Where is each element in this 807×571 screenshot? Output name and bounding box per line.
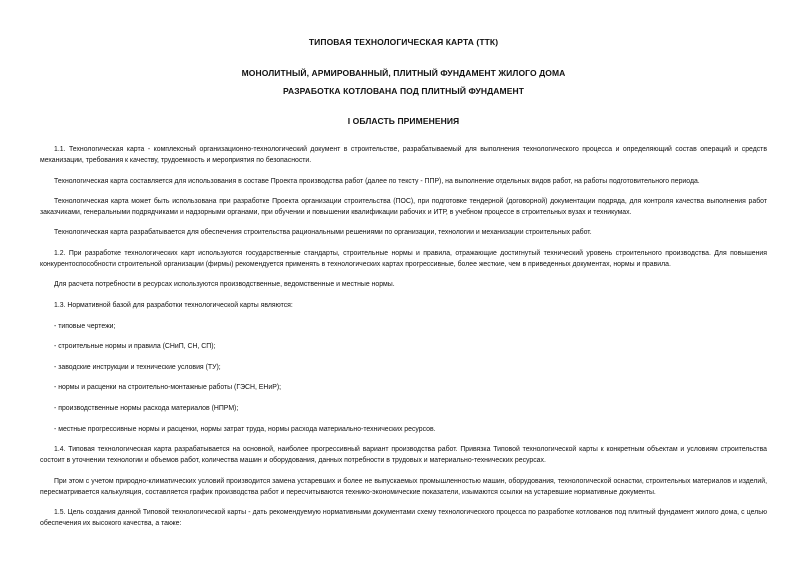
paragraph-1-2: 1.2. При разработке технологических карт используются государственные стандарты, строительные нормы и правила, отражающие достигнутый технический уровень строительного производства. Для повышения конкурентоспособности строительной организации (фирмы) рекомендуется применять в технологических картах прогрессивные, более жесткие, чем в приведенных документах, нормы и правила. (40, 250, 767, 268)
paragraph: Технологическая карта может быть использована при разработке Проекта организации строительства (ПОС), при подготовке тендерной (договорной) документации подряда, для контроля качества выполнения работ заказчиками, генеральными подрядчиками и надзорными органами, при обучении и повышении квалификации рабочих и ИТР, в учебном процессе в строительных вузах и техникумах. (40, 198, 767, 216)
paragraph: Для расчета потребности в ресурсах используются производственные, ведомственные и местные нормы. (54, 281, 395, 288)
list-item: - строительные нормы и правила (СНиП, СН, СП); (54, 343, 216, 350)
paragraph-1-4: 1.4. Типовая технологическая карта разрабатывается на основной, наиболее прогрессивный вариант производства работ. Привязка Типовой технологической карты к конкретным объектам и условиям строительства состоит в уточнении технологии и объемов работ, количества машин и оборудования, данных потребности в трудовых и материально-технических ресурсах. (40, 446, 767, 464)
document-subtitle-2: РАЗРАБОТКА КОТЛОВАНА ПОД ПЛИТНЫЙ ФУНДАМЕНТ (282, 86, 525, 96)
paragraph-1-1: 1.1. Технологическая карта - комплексный организационно-технологический документ в строительстве, разрабатываемый для выполнения технологического процесса и определяющий состав операций и средств механизации, требования к качеству, трудоемкость и мероприятия по безопасности. (40, 146, 767, 164)
paragraph-1-5: 1.5. Цель создания данной Типовой технологической карты - дать рекомендуемую нормативными документами схему технологического процесса по разработке котлованов под плитный фундамент жилого дома, с целью обеспечения их высокого качества, а также: (40, 509, 767, 527)
list-item: - нормы и расценки на строительно-монтажные работы (ГЭСН, ЕНиР); (54, 384, 282, 391)
paragraph-1-3: 1.3. Нормативной базой для разработки технологической карты являются: (54, 302, 293, 309)
list-item: - местные прогрессивные нормы и расценки, нормы затрат труда, нормы расхода материально-технических ресурсов. (54, 426, 436, 433)
paragraph: Технологическая карта разрабатывается для обеспечения строительства рациональными решениями по организации, технологии и механизации строительных работ. (54, 229, 592, 236)
section-heading: I ОБЛАСТЬ ПРИМЕНЕНИЯ (347, 116, 460, 126)
list-item: - производственные нормы расхода материалов (НПРМ); (54, 405, 239, 412)
list-item: - типовые чертежи; (54, 323, 116, 330)
list-item: - заводские инструкции и технические условия (ТУ); (54, 364, 221, 371)
paragraph: При этом с учетом природно-климатических условий производится замена устаревших и более не выпускаемых промышленностью машин, оборудования, технологической оснастки, строительных материалов и изделий, пересматривается калькуляция, составляется график производства работ и пересчитываются технико-экономические показатели, изымаются ссылки на устаревшие нормативные документы. (40, 478, 767, 496)
paragraph: Технологическая карта составляется для использования в составе Проекта производства работ (далее по тексту - ППР), на выполнение отдельных видов работ, на работы подготовительного периода. (54, 178, 700, 185)
document-subtitle: МОНОЛИТНЫЙ, АРМИРОВАННЫЙ, ПЛИТНЫЙ ФУНДАМЕНТ ЖИЛОГО ДОМА (241, 68, 566, 78)
document-title: ТИПОВАЯ ТЕХНОЛОГИЧЕСКАЯ КАРТА (ТТК) (308, 37, 499, 47)
